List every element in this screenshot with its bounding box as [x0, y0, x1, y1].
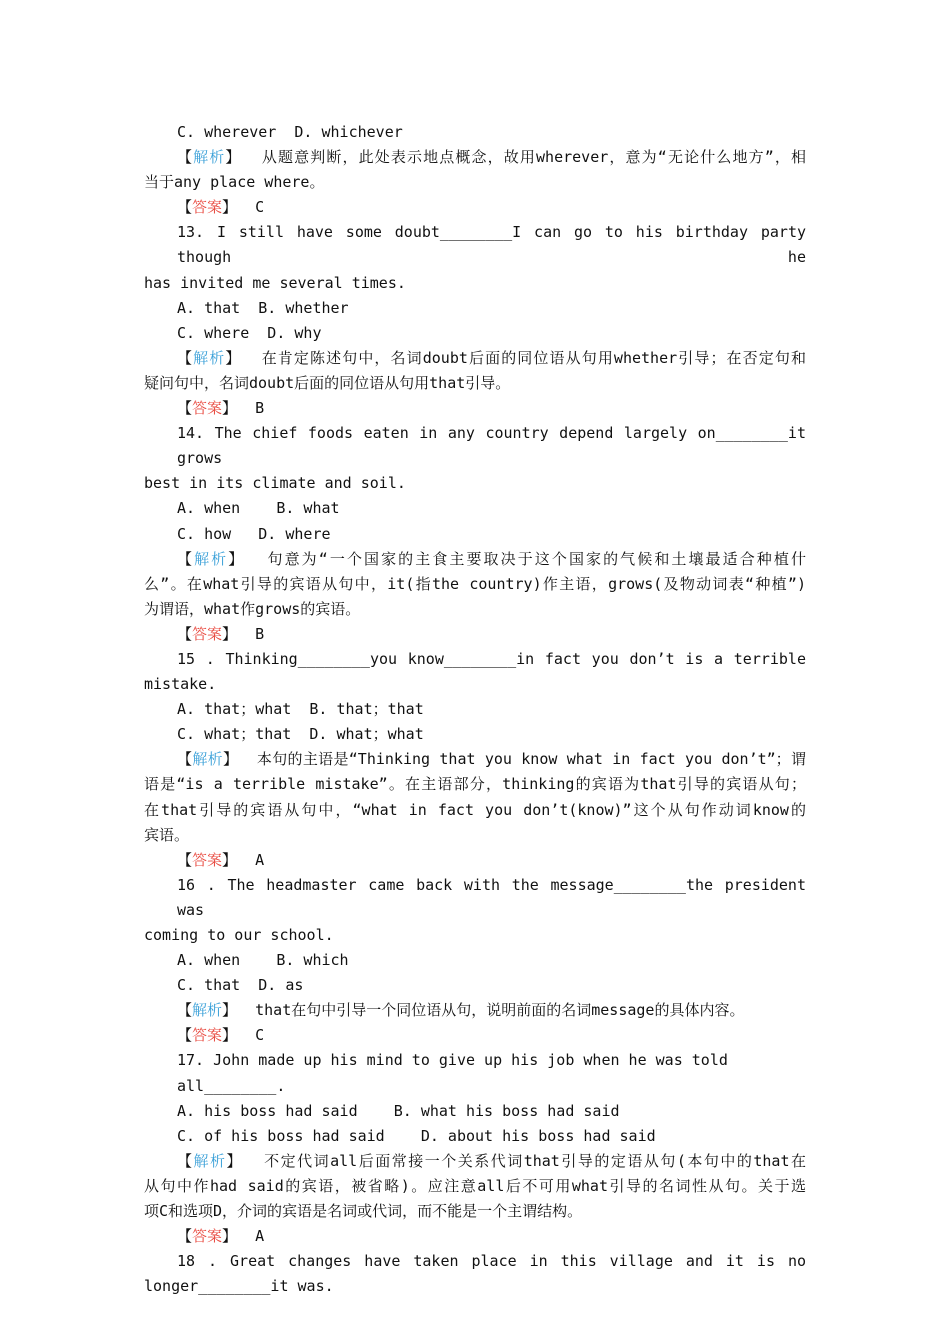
answer-line: [144, 396, 806, 421]
question-stem: 17. John made up his mind to give up his job when he was told all________.: [177, 1051, 737, 1095]
bracket-close: 】: [225, 348, 242, 367]
analysis-text: 在肯定陈述句中，名词doubt后面的同位语从句用whether引导；在否定句和: [241, 348, 806, 367]
answer-label: 答案: [192, 1026, 223, 1045]
analysis-continuation: 当于any place where。: [144, 173, 325, 192]
answer-value: B: [237, 624, 265, 643]
question-stem: 14. The chief foods eaten in any country depend largely on________it grows: [177, 424, 816, 468]
answer-value: A: [237, 1227, 265, 1246]
analysis-line: [144, 747, 806, 772]
question-stem: 18 . Great changes have taken place in this village and it is no: [177, 1252, 806, 1271]
analysis-label: 解析: [194, 549, 229, 568]
answer-line: [144, 195, 806, 220]
analysis-text: 从题意判断，此处表示地点概念，故用wherever，意为“无论什么地方”，相: [241, 148, 806, 167]
bracket-open: 【: [177, 198, 193, 217]
answer-options: C. how D. where: [177, 524, 331, 543]
bracket-open: 【: [177, 1026, 193, 1045]
analysis-continuation: 为谓语，what作grows的宾语。: [144, 599, 361, 618]
analysis-continuation: 从句中作had said的宾语，被省略)。应注意all后不可用what引导的名词性从句。关于选: [144, 1176, 806, 1195]
bracket-open: 【: [177, 850, 193, 869]
answer-line: [144, 848, 806, 873]
analysis-continuation: 在that引导的宾语从句中，“what in fact you don’t(know)”这个从句作动词know的: [144, 800, 806, 819]
analysis-continuation: 语是“is a terrible mistake”。在主语部分，thinking的宾语为that引导的宾语从句；: [144, 775, 806, 794]
analysis-label: 解析: [193, 348, 226, 367]
bracket-close: 】: [222, 750, 239, 769]
bracket-close: 】: [222, 850, 238, 869]
analysis-continuation: 么”。在what引导的宾语从句中，it(指the country)作主语，grows(及物动词表“种植”): [144, 574, 806, 593]
answer-value: C: [237, 1026, 265, 1045]
bracket-open: 【: [177, 549, 195, 568]
bracket-close: 】: [222, 624, 238, 643]
analysis-text: that在句中引导一个同位语从句，说明前面的名词message的具体内容。: [237, 1001, 745, 1020]
analysis-line: [144, 346, 806, 371]
analysis-label: 解析: [192, 1001, 223, 1020]
answer-line: [144, 622, 806, 647]
document-page: [144, 120, 816, 1299]
bracket-open: 【: [177, 750, 193, 769]
analysis-line: [144, 145, 806, 170]
answer-options: A. his boss had said B. what his boss had said: [177, 1101, 620, 1120]
answer-options: A. that B. whether: [177, 298, 349, 317]
question-stem-continuation: coming to our school.: [144, 926, 334, 944]
question-stem-continuation: has invited me several times.: [144, 273, 406, 292]
answer-options: C. that D. as: [177, 976, 304, 995]
bracket-close: 】: [222, 1026, 238, 1045]
analysis-label: 解析: [192, 750, 223, 769]
answer-value: C: [237, 198, 265, 217]
bracket-open: 【: [177, 148, 194, 167]
bracket-close: 】: [222, 1001, 238, 1020]
bracket-close: 】: [222, 1227, 238, 1246]
analysis-continuation: 疑问句中，名词doubt后面的同位语从句用that引导。: [144, 373, 511, 392]
answer-options: A. when B. which: [177, 951, 349, 970]
bracket-close: 】: [228, 549, 246, 568]
question-stem-continuation: longer________it was.: [144, 1277, 334, 1296]
bracket-close: 】: [226, 1151, 244, 1170]
answer-label: 答案: [192, 1227, 223, 1246]
answer-options: C. what；that D. what；what: [177, 725, 424, 744]
question-stem-continuation: best in its climate and soil.: [144, 474, 406, 493]
analysis-line: [144, 547, 806, 572]
analysis-continuation: 宾语。: [144, 825, 190, 844]
answer-options: C. of his boss had said D. about his boss had said: [177, 1126, 656, 1145]
bracket-open: 【: [177, 624, 193, 643]
answer-value: B: [237, 399, 265, 418]
answer-label: 答案: [192, 198, 223, 217]
analysis-label: 解析: [193, 1151, 227, 1170]
analysis-label: 解析: [193, 148, 226, 167]
answer-value: A: [237, 850, 265, 869]
analysis-line: [144, 1149, 806, 1174]
question-stem-continuation: mistake.: [144, 675, 217, 694]
answer-options: C. wherever D. whichever: [177, 123, 403, 141]
answer-label: 答案: [192, 624, 223, 643]
answer-options: C. where D. why: [177, 323, 322, 342]
answer-line: [144, 1023, 806, 1048]
answer-line: [144, 1224, 806, 1249]
bracket-close: 】: [225, 148, 242, 167]
analysis-text: 句意为“一个国家的主食主要取决于这个国家的气候和土壤最适合种植什: [245, 549, 806, 568]
answer-options: A. that；what B. that；that: [177, 700, 424, 719]
question-stem: 13. I still have some doubt________I can go to his birthday party though he: [177, 223, 816, 267]
bracket-open: 【: [177, 399, 193, 418]
analysis-continuation: 项C和选项D，介词的宾语是名词或代词，而不能是一个主谓结构。: [144, 1202, 583, 1221]
bracket-open: 【: [177, 1151, 194, 1170]
analysis-text: 不定代词all后面常接一个关系代词that引导的定语从句(本句中的that在: [243, 1151, 806, 1170]
bracket-close: 】: [222, 198, 238, 217]
bracket-open: 【: [177, 1227, 193, 1246]
analysis-line: [144, 998, 806, 1023]
answer-label: 答案: [192, 399, 223, 418]
question-stem: 16 . The headmaster came back with the message________the president was: [177, 875, 816, 919]
bracket-close: 】: [222, 399, 238, 418]
answer-options: A. when B. what: [177, 499, 340, 518]
bracket-open: 【: [177, 348, 194, 367]
question-stem: 15 . Thinking________you know________in fact you don’t is a terrible: [177, 649, 806, 668]
bracket-open: 【: [177, 1001, 193, 1020]
analysis-text: 本句的主语是“Thinking that you know what in fact you don’t”；谓: [238, 750, 806, 769]
answer-label: 答案: [192, 850, 223, 869]
